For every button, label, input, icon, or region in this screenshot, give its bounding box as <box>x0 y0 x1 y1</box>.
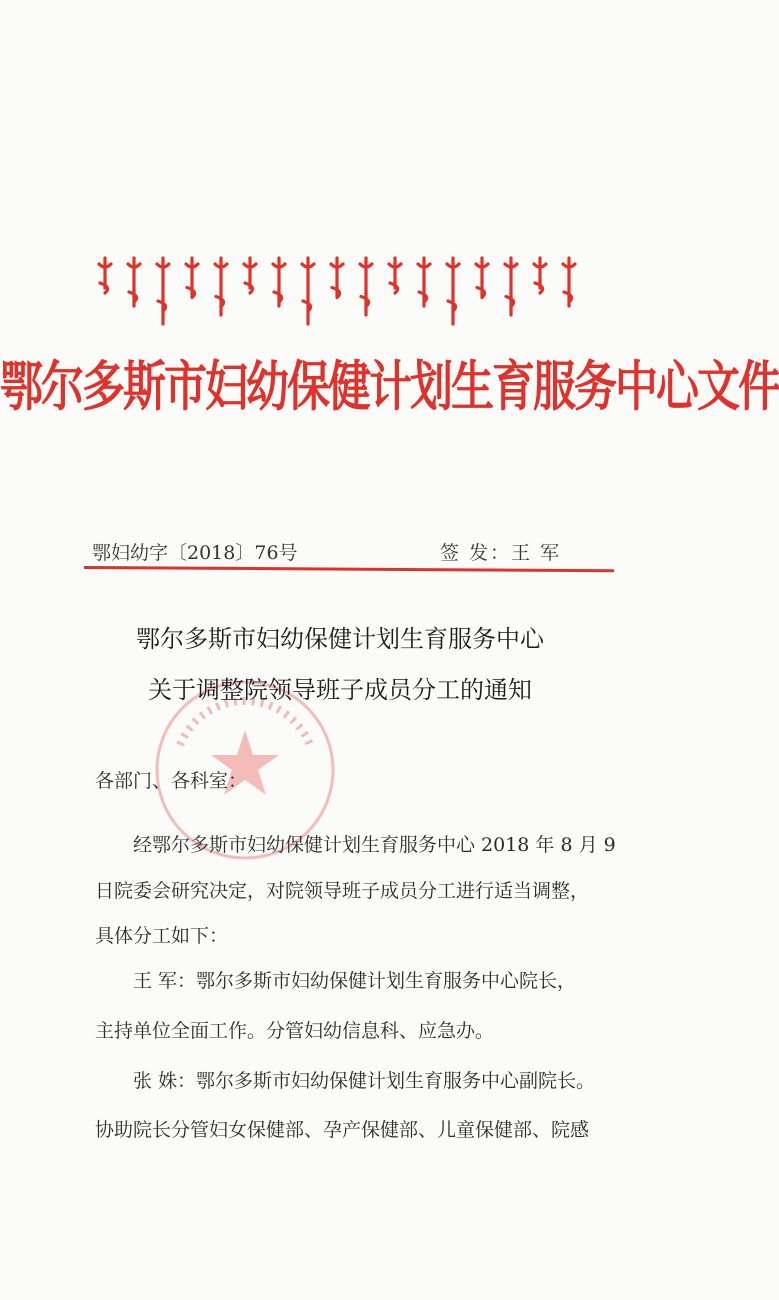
paragraph-line: 协助院长分管妇女保健部、孕产保健部、儿童保健部、院感 <box>95 1119 590 1141</box>
mongolian-glyph-stroke <box>534 258 546 293</box>
paragraph-line: 具体分工如下： <box>95 925 229 947</box>
paragraph-line: 经鄂尔多斯市妇幼保健计划生育服务中心 2018 年 8 月 9 <box>133 834 616 856</box>
mongolian-glyph-stroke <box>389 258 401 293</box>
mongolian-glyph-stroke <box>302 258 314 324</box>
paragraph-line: 主持单位全面工作。分管妇幼信息科、应急办。 <box>95 1020 495 1042</box>
notice-title-line-1: 鄂尔多斯市妇幼保健计划生育服务中心 <box>136 625 544 653</box>
paragraph-line: 王 军：鄂尔多斯市妇幼保健计划生育服务中心院长， <box>133 970 577 992</box>
mongolian-glyph-stroke <box>447 258 459 324</box>
mongolian-glyph-stroke <box>563 258 575 306</box>
mongolian-script-header <box>95 250 595 330</box>
salutation: 各部门、各科室： <box>95 770 248 792</box>
mongolian-glyph-stroke <box>360 258 372 315</box>
mongolian-glyph-stroke <box>186 258 198 298</box>
red-divider-line <box>84 566 614 572</box>
mongolian-glyph-stroke <box>157 258 169 324</box>
document-number: 鄂妇幼字〔2018〕76号 <box>92 542 298 564</box>
mongolian-glyph-stroke <box>128 258 140 306</box>
mongolian-glyph-stroke <box>331 258 343 298</box>
mongolian-glyph-stroke <box>476 258 488 298</box>
mongolian-glyph-stroke <box>273 258 285 306</box>
mongolian-glyph-stroke <box>215 258 227 315</box>
paragraph-line: 张 姝：鄂尔多斯市妇幼保健计划生育服务中心副院长。 <box>133 1070 596 1092</box>
paragraph-line: 日院委会研究决定，对院领导班子成员分工进行适当调整， <box>95 880 590 902</box>
mongolian-glyph-stroke <box>99 258 111 293</box>
issuing-authority-title: 鄂尔多斯市妇幼保健计划生育服务中心文件 <box>0 356 779 419</box>
mongolian-glyph-stroke <box>505 258 517 315</box>
mongolian-script-graphic <box>95 250 595 330</box>
mongolian-glyph-stroke <box>418 258 430 306</box>
signer: 签 发：王 军 <box>440 542 562 564</box>
mongolian-glyph-stroke <box>244 258 256 293</box>
notice-title-line-2: 关于调整院领导班子成员分工的通知 <box>148 676 532 704</box>
